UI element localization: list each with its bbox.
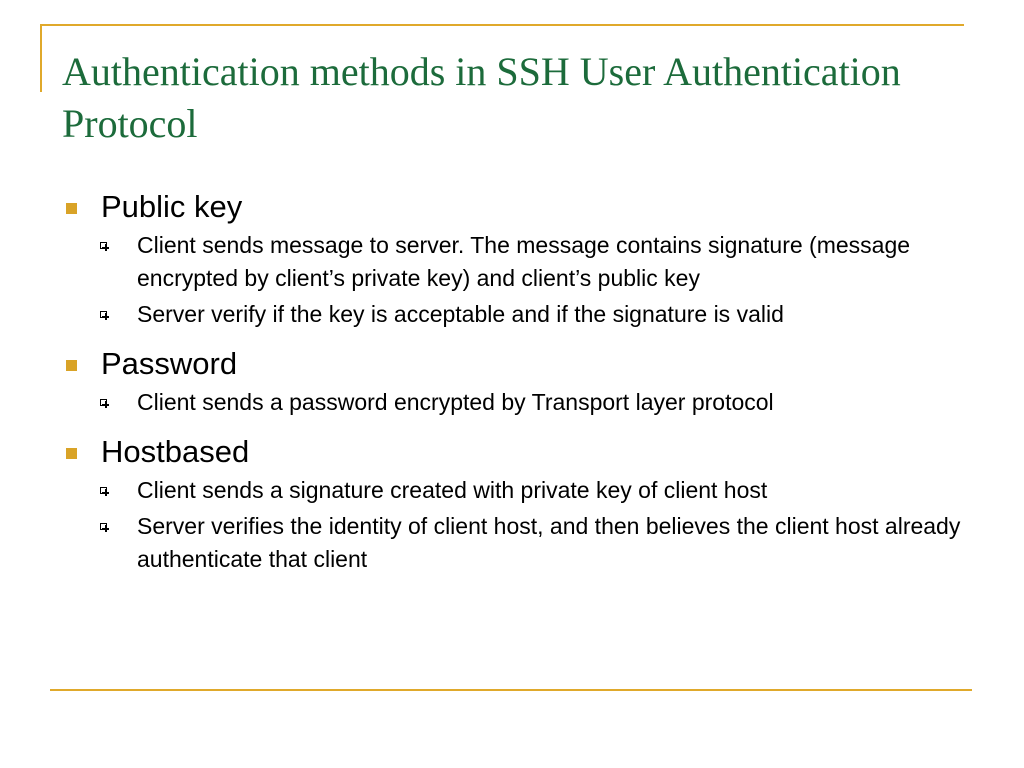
bullet-item-hostbased xyxy=(60,431,970,473)
slide-title: Authentication methods in SSH User Authentication Protocol xyxy=(62,49,901,146)
frame-left-line xyxy=(40,24,42,92)
sub-bullet-item xyxy=(60,229,970,295)
sub-bullet-text: Server verifies the identity of client host, and then believes the client host already authenticate that client xyxy=(137,513,961,572)
sub-bullet-item xyxy=(60,298,970,331)
square-bullet-icon xyxy=(66,203,77,214)
bullet-label: Password xyxy=(101,346,238,381)
sub-bullet-item xyxy=(60,386,970,419)
frame-top-line xyxy=(40,24,964,26)
bullet-item-password xyxy=(60,343,970,385)
sub-bullet-item xyxy=(60,510,970,576)
bullet-label: Public key xyxy=(101,189,243,224)
square-bullet-icon xyxy=(66,448,77,459)
sub-bullet-item xyxy=(60,474,970,507)
box-bullet-icon xyxy=(100,242,107,249)
square-bullet-icon xyxy=(66,360,77,371)
box-bullet-icon xyxy=(100,523,107,530)
sub-bullet-text: Server verify if the key is acceptable and if the signature is valid xyxy=(137,301,784,327)
bullet-item-public-key xyxy=(60,186,970,228)
sub-bullet-text: Client sends a signature created with private key of client host xyxy=(137,477,768,503)
box-bullet-icon xyxy=(100,399,107,406)
bullet-label: Hostbased xyxy=(101,434,250,469)
footer-line xyxy=(50,689,972,691)
sub-bullet-text: Client sends message to server. The message contains signature (message encrypted by client’s private key) and client’s public key xyxy=(137,232,911,291)
slide-body xyxy=(60,186,970,576)
box-bullet-icon xyxy=(100,311,107,318)
box-bullet-icon xyxy=(100,487,107,494)
sub-bullet-text: Client sends a password encrypted by Transport layer protocol xyxy=(137,389,774,415)
